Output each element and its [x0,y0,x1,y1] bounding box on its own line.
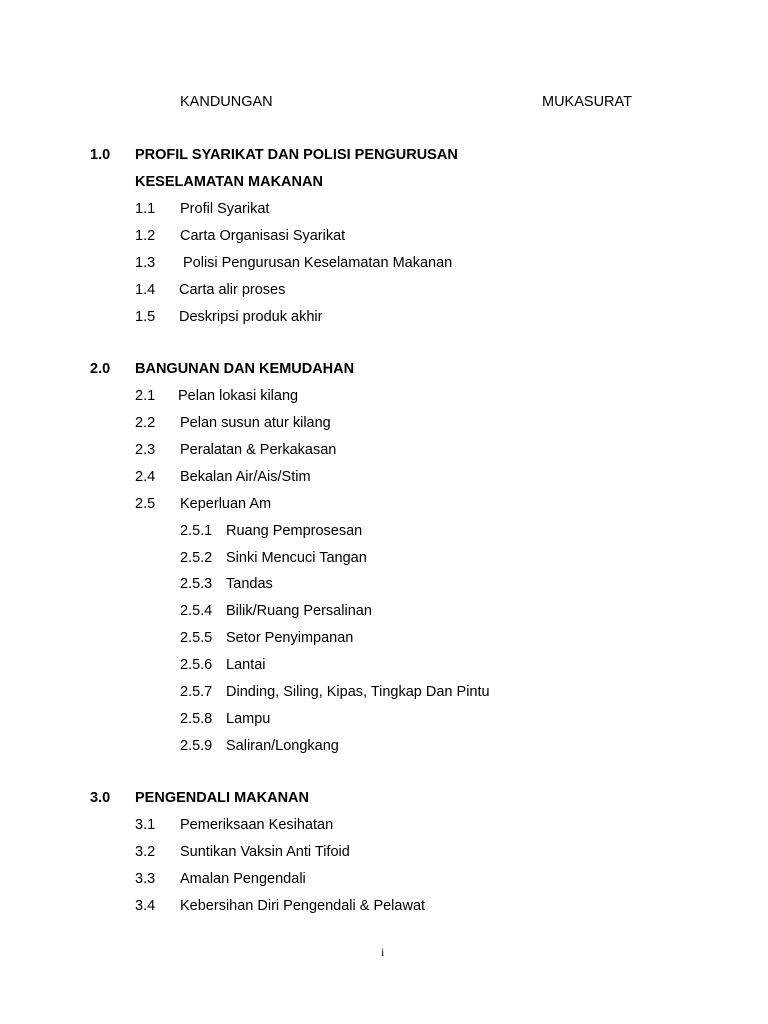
subitem-label: Lantai [226,657,266,673]
subitem-label: Ruang Pemprosesan [226,523,363,539]
item-label: Pelan lokasi kilang [178,388,299,404]
item-label: Pemeriksaan Kesihatan [180,817,334,833]
item-number: 3.4 [135,898,156,914]
item-label: Bekalan Air/Ais/Stim [180,469,311,485]
item-label: Carta alir proses [179,282,286,298]
contents-heading: KANDUNGAN [180,94,273,110]
item-number: 3.1 [135,817,156,833]
subitem-label: Setor Penyimpanan [226,630,354,646]
subitem-label: Sinki Mencuci Tangan [226,550,367,566]
page-column-heading: MUKASURAT [542,94,632,110]
subitem-label: Tandas [226,576,273,592]
item-number: 1.4 [135,282,156,298]
subitem-number: 2.5.7 [180,684,213,700]
section-number: 1.0 [90,147,111,163]
item-label: Kebersihan Diri Pengendali & Pelawat [180,898,426,914]
subitem-number: 2.5.8 [180,711,213,727]
subitem-number: 2.5.3 [180,576,213,592]
subitem-number: 2.5.5 [180,630,213,646]
subitem-number: 2.5.9 [180,738,213,754]
item-number: 1.2 [135,228,156,244]
section-number: 3.0 [90,790,111,806]
subitem-number: 2.5.6 [180,657,213,673]
section-title: PROFIL SYARIKAT DAN POLISI PENGURUSAN [135,147,458,163]
item-label: Amalan Pengendali [180,871,306,887]
subitem-label: Saliran/Longkang [226,738,339,754]
subitem-number: 2.5.4 [180,603,213,619]
item-label: Peralatan & Perkakasan [180,442,337,458]
item-number: 1.5 [135,309,156,325]
item-label: Profil Syarikat [180,201,270,217]
subitem-number: 2.5.1 [180,523,213,539]
item-number: 2.1 [135,388,156,404]
item-label: Carta Organisasi Syarikat [180,228,346,244]
item-number: 2.2 [135,415,156,431]
subitem-label: Bilik/Ruang Persalinan [226,603,372,619]
item-number: 1.3 [135,255,156,271]
item-number: 3.2 [135,844,156,860]
item-number: 1.1 [135,201,156,217]
page-number: i [381,945,385,959]
section-number: 2.0 [90,361,111,377]
subitem-label: Dinding, Siling, Kipas, Tingkap Dan Pintu [226,684,490,700]
subitem-label: Lampu [226,711,271,727]
item-number: 2.4 [135,469,156,485]
item-label: Polisi Pengurusan Keselamatan Makanan [183,255,453,271]
item-number: 2.3 [135,442,156,458]
item-label: Suntikan Vaksin Anti Tifoid [180,844,350,860]
section-title: BANGUNAN DAN KEMUDAHAN [135,361,355,377]
subitem-number: 2.5.2 [180,550,213,566]
section-title: PENGENDALI MAKANAN [135,790,309,806]
item-label: Keperluan Am [180,496,272,512]
item-label: Deskripsi produk akhir [179,309,323,325]
item-number: 2.5 [135,496,156,512]
item-number: 3.3 [135,871,156,887]
item-label: Pelan susun atur kilang [180,415,331,431]
section-title-continued: KESELAMATAN MAKANAN [135,174,323,190]
